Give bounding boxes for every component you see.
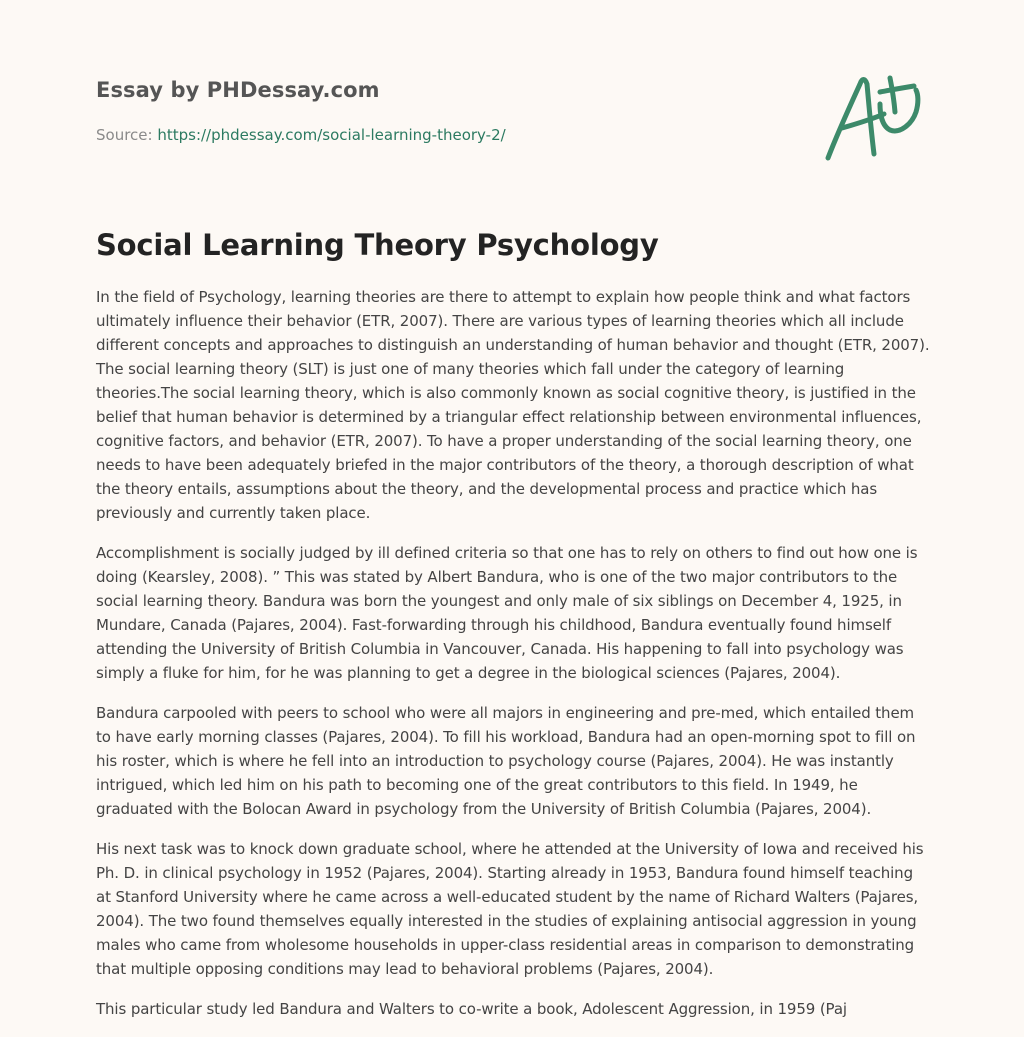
essay-title: Social Learning Theory Psychology — [96, 228, 659, 262]
essay-header — [96, 76, 796, 145]
essay-body — [96, 285, 932, 1037]
site-brand: Essay by PHDessay.com — [96, 78, 380, 102]
paragraph: Accomplishment is socially judged by ill defined criteria so that one has to rely on others to find out how one is doing (Kearsley, 2008). ” This was stated by Albert Bandura, who is one of the two major contributors to the social learning theory. Bandura was born the youngest and only male of six siblings on December 4, 1925, in Mundare, Canada (Pajares, 2004). Fast-forwarding through his childhood, Bandura eventually found himself attending the University of British Columbia in Vancouver, Canada. His happening to fall into psychology was simply a fluke for him, for he was planning to get a degree in the biological sciences (Pajares, 2004). — [96, 544, 918, 682]
paragraph: His next task was to knock down graduate school, where he attended at the University of Iowa and received his Ph. D. in clinical psychology in 1952 (Pajares, 2004). Starting already in 1953, Bandura found himself teaching at Stanford University where he came across a well-educated student by the name of Richard Walters (Pajares, 2004). The two found themselves equally interested in the studies of explaining antisocial aggression in young males who came from wholesome households in upper-class residential areas in comparison to demonstrating that multiple opposing conditions may lead to behavioral problems (Pajares, 2004). — [96, 840, 924, 978]
source-label: Source: — [96, 126, 158, 144]
paragraph: In the field of Psychology, learning theories are there to attempt to explain how people think and what factors ultimately influence their behavior (ETR, 2007). There are various types of learning theories which all include different concepts and approaches to distinguish an understanding of human behavior and thought (ETR, 2007). The social learning theory (SLT) is just one of many theories which fall under the category of learning theories.The social learning theory, which is also commonly known as social cognitive theory, is justified in the belief that human behavior is determined by a triangular effect relationship between environmental influences, cognitive factors, and behavior (ETR, 2007). To have a proper understanding of the social learning theory, one needs to have been adequately briefed in the major contributors of the theory, a thorough description of what the theory entails, assumptions about the theory, and the developmental process and practice which has previously and currently taken place. — [96, 288, 930, 522]
paragraph: Bandura carpooled with peers to school who were all majors in engineering and pre-med, which entailed them to have early morning classes (Pajares, 2004). To fill his workload, Bandura had an open-morning spot to fill on his roster, which is where he fell into an introduction to psychology course (Pajares, 2004). He was instantly intrigued, which led him on his path to becoming one of the great contributors to this field. In 1949, he graduated with the Bolocan Award in psychology from the University of British Columbia (Pajares, 2004). — [96, 704, 916, 818]
paragraph: This particular study led Bandura and Walters to co-write a book, Adolescent Aggression, in 1959 (Paj — [96, 1000, 847, 1018]
source-line — [96, 125, 796, 145]
source-link[interactable]: https://phdessay.com/social-learning-theory-2/ — [157, 126, 506, 144]
a-plus-logo-icon — [822, 68, 930, 166]
